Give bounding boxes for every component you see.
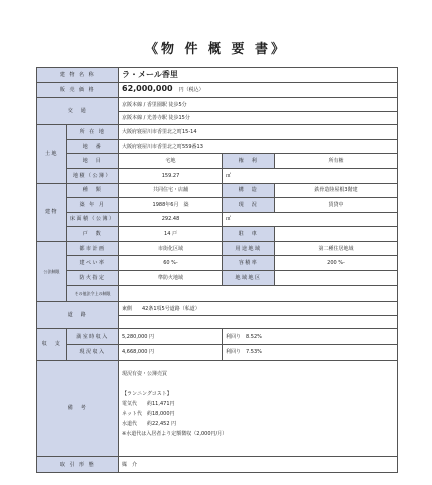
building-structure-label: 構 造 — [223, 183, 275, 198]
row-building-floor — [37, 212, 398, 227]
land-lot-label: 地 番 — [67, 139, 119, 154]
land-category-label: 地 目 — [67, 154, 119, 169]
reg-other-label: その他法令上の制限 — [67, 285, 119, 302]
reg-district-label: 地域地区 — [223, 270, 275, 285]
transport-line-1: 京阪本線 / 香里園駅 徒歩5分 — [119, 98, 398, 111]
building-name-label: 建 物 名 称 — [37, 68, 119, 83]
transaction-label: 取 引 形 態 — [37, 457, 119, 473]
row-reg-other — [37, 285, 398, 302]
row-transaction — [37, 457, 398, 473]
row-land-area — [37, 168, 398, 183]
building-floor-value: 292.48 — [119, 212, 223, 227]
income-current-yield: 利回り 7.53% — [223, 344, 398, 360]
road-line-1: 東側 42条1項5号道路（私道） — [119, 302, 398, 315]
property-summary-sheet — [36, 67, 397, 473]
row-income-full — [37, 329, 398, 345]
income-current-value: 4,668,000 円 — [119, 344, 223, 360]
reg-zoning-label: 用途地域 — [223, 241, 275, 256]
building-structure-value: 鉄骨造陸屋根3階建 — [275, 183, 398, 198]
transport-line-2: 京阪本線 / 光善寺駅 徒歩15分 — [119, 111, 398, 124]
price-unit: 円（税込） — [178, 87, 204, 94]
income-full-label: 満室時収入 — [67, 329, 119, 345]
building-name-value: ラ・メール香里 — [119, 68, 398, 83]
row-land-lot — [37, 139, 398, 154]
building-parking-label: 駐 車 — [223, 227, 275, 242]
reg-plan-label: 都市計画 — [67, 241, 119, 256]
row-reg-plan — [37, 241, 398, 256]
row-land-category — [37, 154, 398, 169]
reg-other-value — [119, 285, 398, 302]
remarks-label: 備 考 — [37, 360, 119, 456]
building-type-label: 種 類 — [67, 183, 119, 198]
row-transport-1 — [37, 98, 398, 111]
regulations-label: 公法制限 — [37, 241, 67, 302]
land-location-label: 所 在 地 — [67, 125, 119, 140]
building-units-label: 戸 数 — [67, 227, 119, 242]
land-area-label: 地積（公簿） — [67, 168, 119, 183]
remarks-text: 現況有姿・公簿売買 【ランニングコスト】 電気代 約11,471円 ネット代 約18,000円 水道代 約22,452 円 ※水道代は入居者より定額徴収（2,000円/月） — [119, 360, 398, 456]
land-lot-value: 大阪府寝屋川市香里北之町559番13 — [119, 139, 398, 154]
row-land-location — [37, 125, 398, 140]
income-full-value: 5,280,000 円 — [119, 329, 223, 345]
row-income-current — [37, 344, 398, 360]
row-building-name — [37, 68, 398, 83]
building-built-label: 築 年 月 — [67, 198, 119, 213]
income-label: 収 支 — [37, 329, 67, 360]
road-line-2 — [119, 315, 398, 328]
reg-far-value: 200 %- — [275, 256, 398, 271]
income-full-yield: 利回り 8.52% — [223, 329, 398, 345]
land-area-value: 159.27 — [119, 168, 223, 183]
building-status-label: 現 況 — [223, 198, 275, 213]
transport-label: 交 通 — [37, 98, 119, 125]
building-floor-unit: ㎡ — [223, 212, 398, 227]
reg-plan-value: 市街化区域 — [119, 241, 223, 256]
reg-district-value — [275, 270, 398, 285]
row-remarks — [37, 360, 398, 456]
row-building-type — [37, 183, 398, 198]
building-status-value: 賃貸中 — [275, 198, 398, 213]
transaction-value: 媒 介 — [119, 457, 398, 473]
land-location-value: 大阪府寝屋川市香里北之町15-14 — [119, 125, 398, 140]
building-floor-label: 床面積（公簿） — [67, 212, 119, 227]
reg-zoning-value: 第二種住居地域 — [275, 241, 398, 256]
building-parking-value — [275, 227, 398, 242]
road-label: 道 路 — [37, 302, 119, 329]
property-summary-table — [36, 67, 398, 473]
row-road-1 — [37, 302, 398, 315]
price-value: 62,000,000 — [122, 84, 173, 94]
building-built-value: 1988年6月 築 — [119, 198, 223, 213]
row-reg-bcr — [37, 256, 398, 271]
price-cell — [119, 82, 398, 98]
reg-fire-label: 防火指定 — [67, 270, 119, 285]
income-current-label: 現況収入 — [67, 344, 119, 360]
building-type-value: 共同住宅・店舗 — [119, 183, 223, 198]
reg-far-label: 容積率 — [223, 256, 275, 271]
land-label: 土地 — [37, 125, 67, 183]
row-price — [37, 82, 398, 98]
land-rights-label: 権 利 — [223, 154, 275, 169]
reg-bcr-value: 60 %- — [119, 256, 223, 271]
reg-bcr-label: 建ぺい率 — [67, 256, 119, 271]
row-reg-fire — [37, 270, 398, 285]
land-area-unit: ㎡ — [223, 168, 398, 183]
price-label: 販 売 価 格 — [37, 82, 119, 98]
row-building-units — [37, 227, 398, 242]
row-building-built — [37, 198, 398, 213]
building-label: 建物 — [37, 183, 67, 241]
land-category-value: 宅地 — [119, 154, 223, 169]
reg-fire-value: 準防火地域 — [119, 270, 223, 285]
building-units-value: 14 戸 — [119, 227, 223, 242]
document-title: 《物 件 概 要 書》 — [144, 42, 288, 57]
land-rights-value: 所有権 — [275, 154, 398, 169]
